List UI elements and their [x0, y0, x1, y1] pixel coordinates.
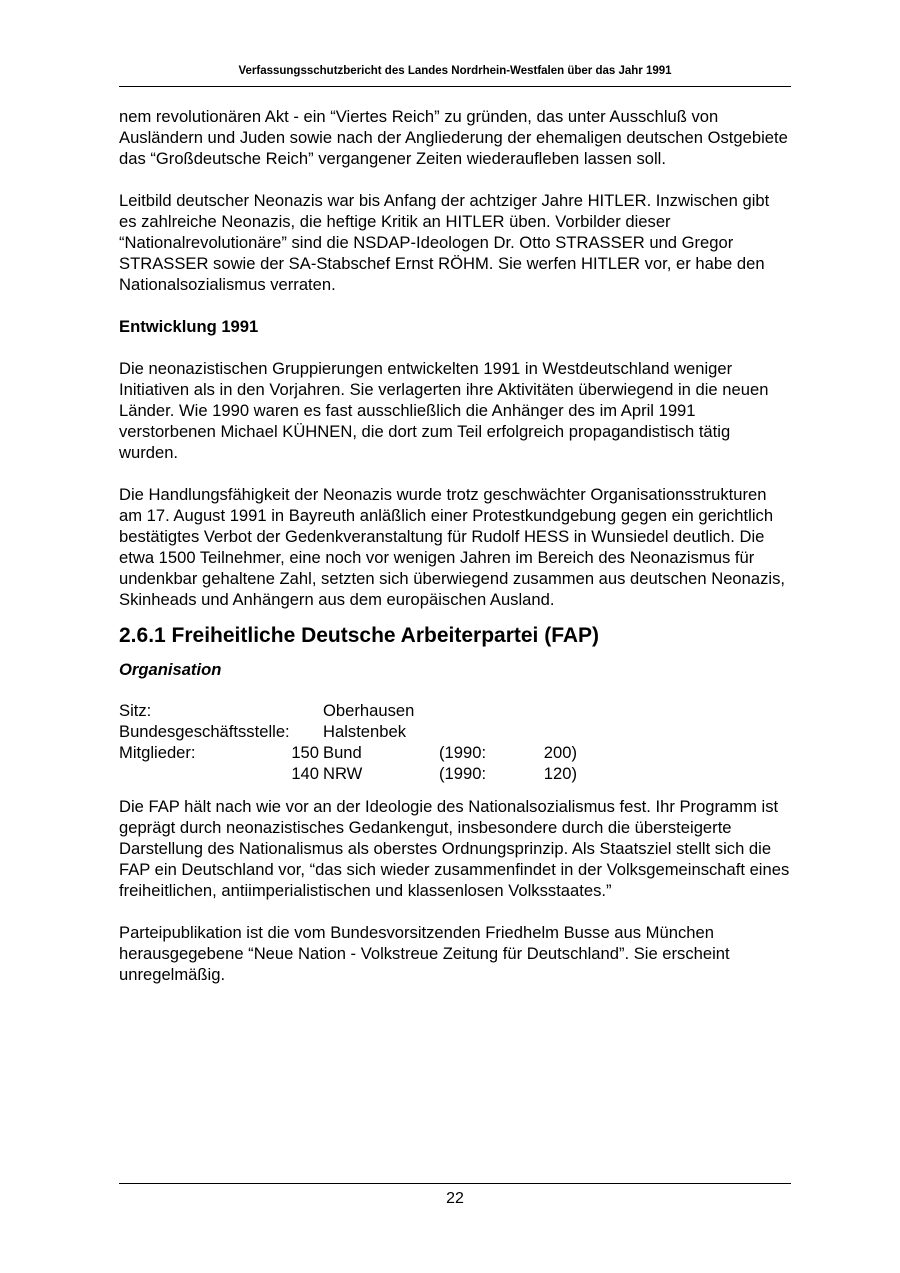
previous-year-value: 120) [543, 764, 577, 783]
table-row [119, 700, 577, 721]
paragraph-6: Parteipublikation ist die vom Bundesvorsitzenden Friedhelm Busse aus München herausgegebene “Neue Nation - Volkstreue Zeitung für Deutschland”. Sie erscheint unregelmäßig. [119, 923, 730, 984]
bundesgeschaeftsstelle-label: Bundesgeschäftsstelle: [119, 722, 290, 741]
previous-year-label: (1990: [439, 764, 487, 783]
mitglieder-label: Mitglieder: [119, 743, 196, 762]
paragraph-2: Leitbild deutscher Neonazis war bis Anfang der achtziger Jahre HITLER. Inzwischen gibt es zahlreiche Neonazis, die heftige Kritik an HITLER üben. Vorbilder dieser “Nationalrevolutionäre” sind die NSDAP-Ideologen Dr. Otto STRASSER und Gregor STRASSER sowie der SA-Stabschef Ernst RÖHM. Sie werfen HITLER vor, er habe den Nationalsozialismus verraten. [119, 191, 770, 294]
previous-year-value: 200) [543, 743, 577, 762]
page-content [119, 106, 791, 985]
page-header: Verfassungsschutzbericht des Landes Nordrhein-Westfalen über das Jahr 1991 [238, 65, 672, 77]
paragraph-4: Die Handlungsfähigkeit der Neonazis wurde trotz geschwächter Organisationsstrukturen am 17. August 1991 in Bayreuth anläßlich einer Protestkundgebung gegen ein gerichtlich bestätigtes Verbot der Gedenkveranstaltung für Rudolf HESS in Wunsiedel deutlich. Die etwa 1500 Teilnehmer, eine noch vor wenigen Jahren im Bereich des Neonazismus für undenkbar gehaltene Zahl, setzten sich überwiegend zusammen aus deutschen Neonazis, Skinheads und Anhängern aus dem europäischen Ausland. [119, 485, 786, 609]
paragraph-3: Die neonazistischen Gruppierungen entwickelten 1991 in Westdeutschland weniger Initiativen als in den Vorjahren. Sie verlagerten ihre Aktivitäten überwiegend in die neuen Länder. Wie 1990 waren es fast ausschließlich die Anhänger des im April 1991 verstorbenen Michael KÜHNEN, die dort zum Teil erfolgreich propagandistisch tätig wurden. [119, 359, 769, 462]
sitz-label: Sitz: [119, 701, 152, 720]
member-scope: NRW [323, 764, 363, 783]
member-count: 150 [291, 743, 319, 762]
heading-entwicklung: Entwicklung 1991 [119, 317, 259, 336]
paragraph-5: Die FAP hält nach wie vor an der Ideologie des Nationalsozialismus fest. Ihr Programm ist geprägt durch neonazistisches Gedankengut, insbesondere durch die übersteigerte Darstellung des Nationalismus als oberstes Ordnungsprinzip. Als Staatsziel stellt sich die FAP ein Deutschland vor, “das sich wieder zusammenfindet in der Volksgemeinschaft eines freiheitlichen, antiimperialistischen und klassenlosen Volksstaates.” [119, 797, 790, 900]
member-scope: Bund [323, 743, 362, 762]
paragraph-1: nem revolutionären Akt - ein “Viertes Reich” zu gründen, das unter Ausschluß von Ausländern und Juden sowie nach der Angliederung der ehemaligen deutschen Ostgebiete das “Großdeutsche Reich” vergangener Zeiten wiederaufleben lassen soll. [119, 107, 788, 168]
organisation-table [119, 700, 577, 784]
member-count: 140 [291, 764, 319, 783]
table-row [119, 721, 577, 742]
previous-year-label: (1990: [439, 743, 487, 762]
table-row [119, 763, 577, 784]
footer-rule [119, 1183, 791, 1184]
section-title: 2.6.1 Freiheitliche Deutsche Arbeiterpartei (FAP) [119, 624, 600, 647]
page-number: 22 [446, 1190, 464, 1207]
sitz-value: Oberhausen [323, 701, 415, 720]
subheading-organisation: Organisation [119, 660, 222, 679]
header-rule [119, 86, 791, 87]
table-row [119, 742, 577, 763]
bundesgeschaeftsstelle-value: Halstenbek [323, 722, 407, 741]
